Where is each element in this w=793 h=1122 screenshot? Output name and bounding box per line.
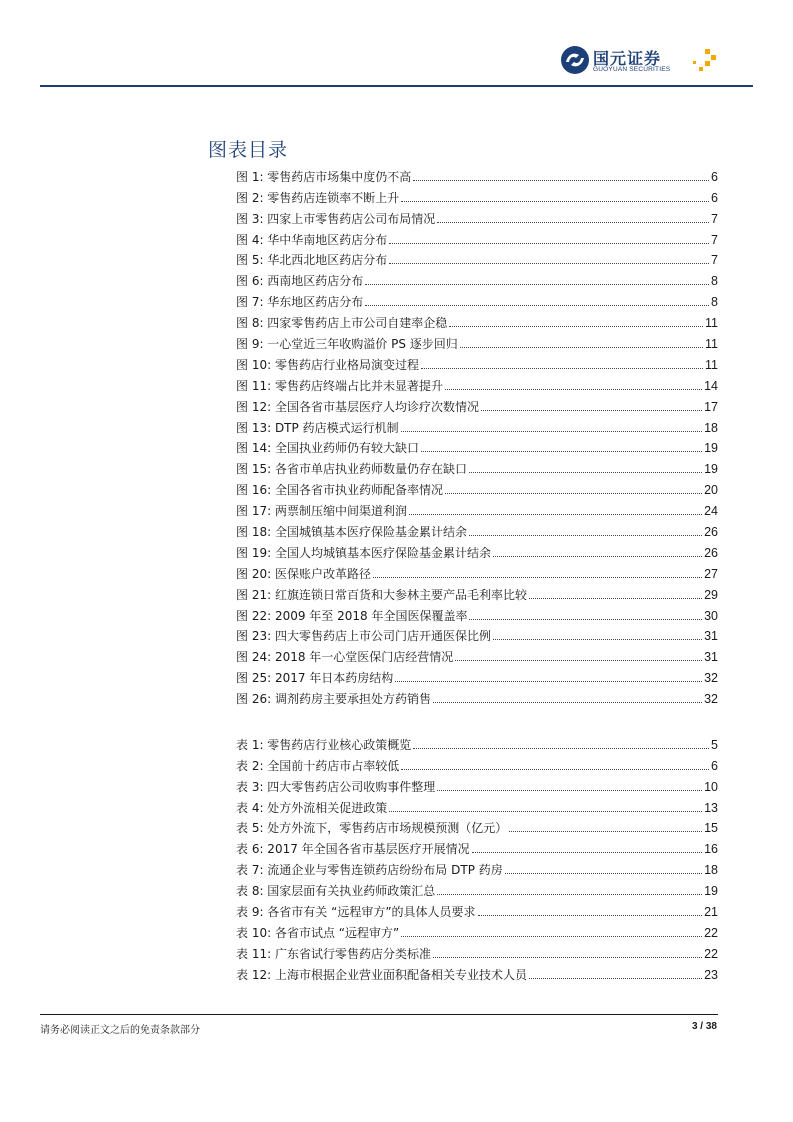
- toc-entry-label: 图 6: 西南地区药店分布: [236, 274, 364, 289]
- dot-leader: [401, 201, 709, 202]
- logo-dots-icon: [688, 47, 718, 73]
- dot-leader: [529, 978, 702, 979]
- toc-entry-page: 11: [705, 337, 718, 352]
- figure-toc-entry[interactable]: [236, 351, 718, 372]
- table-toc-entry[interactable]: [236, 856, 718, 877]
- figure-toc-entry[interactable]: [236, 393, 718, 414]
- dot-leader: [493, 639, 702, 640]
- dot-leader: [365, 284, 709, 285]
- dot-leader: [437, 222, 709, 223]
- toc-entry-page: 5: [711, 737, 718, 752]
- toc-entry-label: 图 16: 全国各省市执业药师配备率情况: [236, 483, 443, 498]
- figure-toc-entry[interactable]: [236, 205, 718, 226]
- dot-leader: [437, 790, 702, 791]
- table-toc-entry[interactable]: [236, 731, 718, 752]
- toc-entry-page: 31: [704, 650, 718, 665]
- dot-leader: [469, 472, 702, 473]
- toc-entry-label: 图 5: 华北西北地区药店分布: [236, 253, 388, 268]
- toc-entry-label: 图 8: 四家零售药店上市公司自建率企稳: [236, 316, 448, 331]
- page-number: 3 / 38: [691, 1021, 717, 1032]
- toc-entry-label: 图 22: 2009 年至 2018 年全国医保覆盖率: [236, 608, 468, 623]
- toc-entry-page: 18: [704, 863, 718, 878]
- toc-entry-page: 21: [704, 905, 718, 920]
- toc-entry-label: 图 3: 四家上市零售药店公司布局情况: [236, 211, 436, 226]
- toc-entry-label: 表 3: 四大零售药店公司收购事件整理: [236, 779, 436, 794]
- dot-leader: [445, 493, 702, 494]
- dot-leader: [433, 702, 702, 703]
- toc-entry-page: 11: [705, 357, 718, 372]
- toc-entry-page: 8: [711, 274, 718, 289]
- figure-toc-entry[interactable]: [236, 247, 718, 268]
- table-toc-entry[interactable]: [236, 815, 718, 836]
- figure-toc-entry[interactable]: [236, 226, 718, 247]
- figure-toc-entry[interactable]: [236, 560, 718, 581]
- toc-entry-label: 图 18: 全国城镇基本医疗保险基金累计结余: [236, 525, 467, 540]
- table-toc-entry[interactable]: [236, 961, 718, 982]
- figure-toc-entry[interactable]: [236, 518, 718, 539]
- toc-entry-page: 13: [704, 800, 718, 815]
- toc-entry-label: 图 14: 全国执业药师仍有较大缺口: [236, 441, 419, 456]
- toc-entry-page: 10: [704, 779, 718, 794]
- toc-entry-label: 表 11: 广东省试行零售药店分类标准: [236, 946, 431, 961]
- table-list: [236, 731, 718, 982]
- toc-entry-label: 图 7: 华东地区药店分布: [236, 295, 364, 310]
- toc-entry-label: 表 8: 国家层面有关执业药师政策汇总: [236, 884, 436, 899]
- dot-leader: [469, 619, 702, 620]
- toc-entry-label: 表 5: 处方外流下，零售药店市场规模预测（亿元）: [236, 821, 508, 836]
- figure-toc-entry[interactable]: [236, 623, 718, 644]
- dot-leader: [413, 180, 709, 181]
- toc-entry-label: 表 12: 上海市根据企业营业面积配备相关专业技术人员: [236, 967, 527, 982]
- toc-entry-label: 表 7: 流通企业与零售连锁药店纷纷布局 DTP 药房: [236, 863, 503, 878]
- figure-toc-entry[interactable]: [236, 163, 718, 184]
- toc-entry-label: 图 19: 全国人均城镇基本医疗保险基金累计结余: [236, 545, 491, 560]
- toc-entry-page: 24: [704, 504, 718, 519]
- toc-entry-label: 图 1: 零售药店市场集中度仍不高: [236, 169, 412, 184]
- dot-leader: [389, 243, 709, 244]
- table-toc-entry[interactable]: [236, 919, 718, 940]
- toc-entry-page: 19: [704, 441, 718, 456]
- dot-leader: [389, 263, 709, 264]
- figure-toc-entry[interactable]: [236, 288, 718, 309]
- table-toc-entry[interactable]: [236, 835, 718, 856]
- toc-entry-page: 16: [704, 842, 718, 857]
- toc-entry-label: 图 15: 各省市单店执业药师数量仍存在缺口: [236, 462, 467, 477]
- company-logo: [560, 45, 730, 77]
- toc-entry-page: 31: [704, 629, 718, 644]
- dot-leader: [365, 305, 709, 306]
- figure-list: [236, 163, 718, 706]
- dot-leader: [509, 831, 702, 832]
- figure-toc-entry[interactable]: [236, 664, 718, 685]
- toc-entry-page: 17: [704, 399, 718, 414]
- header-divider: [40, 85, 753, 87]
- toc-entry-label: 图 20: 医保账户改革路径: [236, 566, 371, 581]
- dot-leader: [481, 410, 702, 411]
- figure-toc-entry[interactable]: [236, 267, 718, 288]
- dot-leader: [421, 368, 703, 369]
- toc-entry-label: 表 4: 处方外流相关促进政策: [236, 800, 388, 815]
- toc-entry-label: 图 4: 华中华南地区药店分布: [236, 232, 388, 247]
- dot-leader: [401, 769, 709, 770]
- toc-entry-page: 29: [704, 587, 718, 602]
- toc-entry-label: 图 23: 四大零售药店上市公司门店开通医保比例: [236, 629, 491, 644]
- dot-leader: [505, 873, 702, 874]
- toc-entry-page: 23: [704, 967, 718, 982]
- dot-leader: [445, 389, 702, 390]
- dot-leader: [478, 915, 703, 916]
- toc-entry-label: 图 21: 红旗连锁日常百货和大参林主要产品毛利率比较: [236, 587, 527, 602]
- dot-leader: [433, 957, 702, 958]
- dot-leader: [413, 748, 709, 749]
- toc-entry-label: 表 2: 全国前十药店市占率较低: [236, 758, 400, 773]
- toc-entry-page: 19: [704, 884, 718, 899]
- toc-entry-page: 7: [711, 232, 718, 247]
- dot-leader: [395, 681, 702, 682]
- logo-chinese-name: 国元证券: [593, 49, 662, 68]
- toc-entry-page: 26: [704, 525, 718, 540]
- figure-toc-entry[interactable]: [236, 414, 718, 435]
- toc-entry-page: 7: [711, 253, 718, 268]
- figure-toc-entry[interactable]: [236, 643, 718, 664]
- table-toc-entry[interactable]: [236, 752, 718, 773]
- toc-entry-page: 14: [704, 378, 718, 393]
- figure-toc-entry[interactable]: [236, 435, 718, 456]
- figure-toc-entry[interactable]: [236, 497, 718, 518]
- table-toc-entry[interactable]: [236, 773, 718, 794]
- dot-leader: [449, 326, 703, 327]
- toc-entry-page: 7: [711, 211, 718, 226]
- toc-entry-label: 表 10: 各省市试点 “远程审方”: [236, 925, 400, 940]
- toc-entry-page: 18: [704, 420, 718, 435]
- toc-entry-label: 图 9: 一心堂近三年收购溢价 PS 逐步回归: [236, 337, 458, 352]
- dot-leader: [493, 556, 702, 557]
- toc-entry-page: 20: [704, 483, 718, 498]
- toc-entry-page: 22: [704, 925, 718, 940]
- figure-toc-entry[interactable]: [236, 330, 718, 351]
- toc-entry-page: 30: [704, 608, 718, 623]
- figure-toc-entry[interactable]: [236, 602, 718, 623]
- toc-entry-page: 19: [704, 462, 718, 477]
- dot-leader: [455, 660, 702, 661]
- toc-title: 图表目录: [208, 139, 289, 161]
- footer-disclaimer: 请务必阅读正文之后的免责条款部分: [40, 1025, 200, 1036]
- toc-entry-page: 32: [704, 692, 718, 707]
- toc-entry-label: 图 12: 全国各省市基层医疗人均诊疗次数情况: [236, 399, 479, 414]
- dot-leader: [437, 894, 702, 895]
- toc-entry-label: 图 2: 零售药店连锁率不断上升: [236, 190, 400, 205]
- dot-leader: [469, 535, 702, 536]
- toc-entry-page: 15: [704, 821, 718, 836]
- figure-toc-entry[interactable]: [236, 184, 718, 205]
- toc-entry-page: 26: [704, 545, 718, 560]
- figure-toc-entry[interactable]: [236, 539, 718, 560]
- figure-toc-entry[interactable]: [236, 685, 718, 706]
- toc-entry-label: 图 26: 调剂药房主要承担处方药销售: [236, 692, 431, 707]
- dot-leader: [529, 598, 702, 599]
- guoyuan-logo-icon: [560, 45, 590, 75]
- footer-divider: [40, 1014, 718, 1015]
- dot-leader: [401, 936, 702, 937]
- toc-entry-page: 27: [704, 566, 718, 581]
- toc-entry-page: 6: [711, 169, 718, 184]
- figure-toc-entry[interactable]: [236, 372, 718, 393]
- toc-entry-page: 6: [711, 758, 718, 773]
- toc-entry-page: 8: [711, 295, 718, 310]
- toc-entry-label: 图 11: 零售药店终端占比并未显著提升: [236, 378, 443, 393]
- table-toc-entry[interactable]: [236, 898, 718, 919]
- toc-entry-label: 表 9: 各省市有关 “远程审方”的具体人员要求: [236, 905, 476, 920]
- toc-entry-label: 图 10: 零售药店行业格局演变过程: [236, 357, 419, 372]
- figure-toc-entry[interactable]: [236, 309, 718, 330]
- figure-toc-entry[interactable]: [236, 476, 718, 497]
- toc-entry-page: 22: [704, 946, 718, 961]
- toc-entry-label: 表 1: 零售药店行业核心政策概览: [236, 737, 412, 752]
- toc-entry-label: 图 13: DTP 药店模式运行机制: [236, 420, 399, 435]
- figure-toc-entry[interactable]: [236, 581, 718, 602]
- dot-leader: [421, 451, 702, 452]
- dot-leader: [389, 811, 702, 812]
- table-toc-entry[interactable]: [236, 794, 718, 815]
- dot-leader: [409, 514, 702, 515]
- table-toc-entry[interactable]: [236, 877, 718, 898]
- logo-english-name: GUOYUAN SECURITIES: [593, 66, 671, 73]
- dot-leader: [373, 577, 702, 578]
- toc-entry-label: 图 25: 2017 年日本药房结构: [236, 671, 394, 686]
- toc-entry-label: 图 24: 2018 年一心堂医保门店经营情况: [236, 650, 454, 665]
- table-toc-entry[interactable]: [236, 940, 718, 961]
- toc-entry-page: 32: [704, 671, 718, 686]
- toc-entry-page: 6: [711, 190, 718, 205]
- dot-leader: [472, 852, 702, 853]
- dot-leader: [460, 347, 703, 348]
- toc-entry-label: 图 17: 两票制压缩中间渠道利润: [236, 504, 407, 519]
- toc-entry-page: 11: [705, 316, 718, 331]
- dot-leader: [401, 431, 703, 432]
- figure-toc-entry[interactable]: [236, 455, 718, 476]
- toc-entry-label: 表 6: 2017 年全国各省市基层医疗开展情况: [236, 842, 470, 857]
